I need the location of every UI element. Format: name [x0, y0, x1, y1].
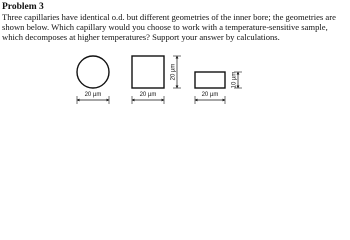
problem-line-2: shown below. Which capillary would you choose to work with a temperature-sensitive sample,: [2, 22, 328, 32]
square-width-label: 20 µm: [139, 92, 157, 98]
rectangular-bore: [195, 72, 225, 88]
capillary-geometry-figure: [0, 0, 350, 115]
square-height-label: 20 µm: [170, 63, 177, 81]
rectangle-width-label: 20 µm: [201, 92, 219, 98]
problem-title: Problem 3: [2, 2, 44, 12]
problem-line-3: which decomposes at higher temperatures? Support your answer by calculations.: [2, 32, 280, 42]
rectangle-height-label: 10 µm: [231, 71, 238, 89]
problem-line-1: Three capillaries have identical o.d. but different geometries of the inner bore; the geometries are: [2, 12, 336, 22]
circle-width-label: 20 µm: [84, 92, 102, 98]
square-bore: [132, 56, 164, 88]
circular-bore: [77, 56, 109, 88]
